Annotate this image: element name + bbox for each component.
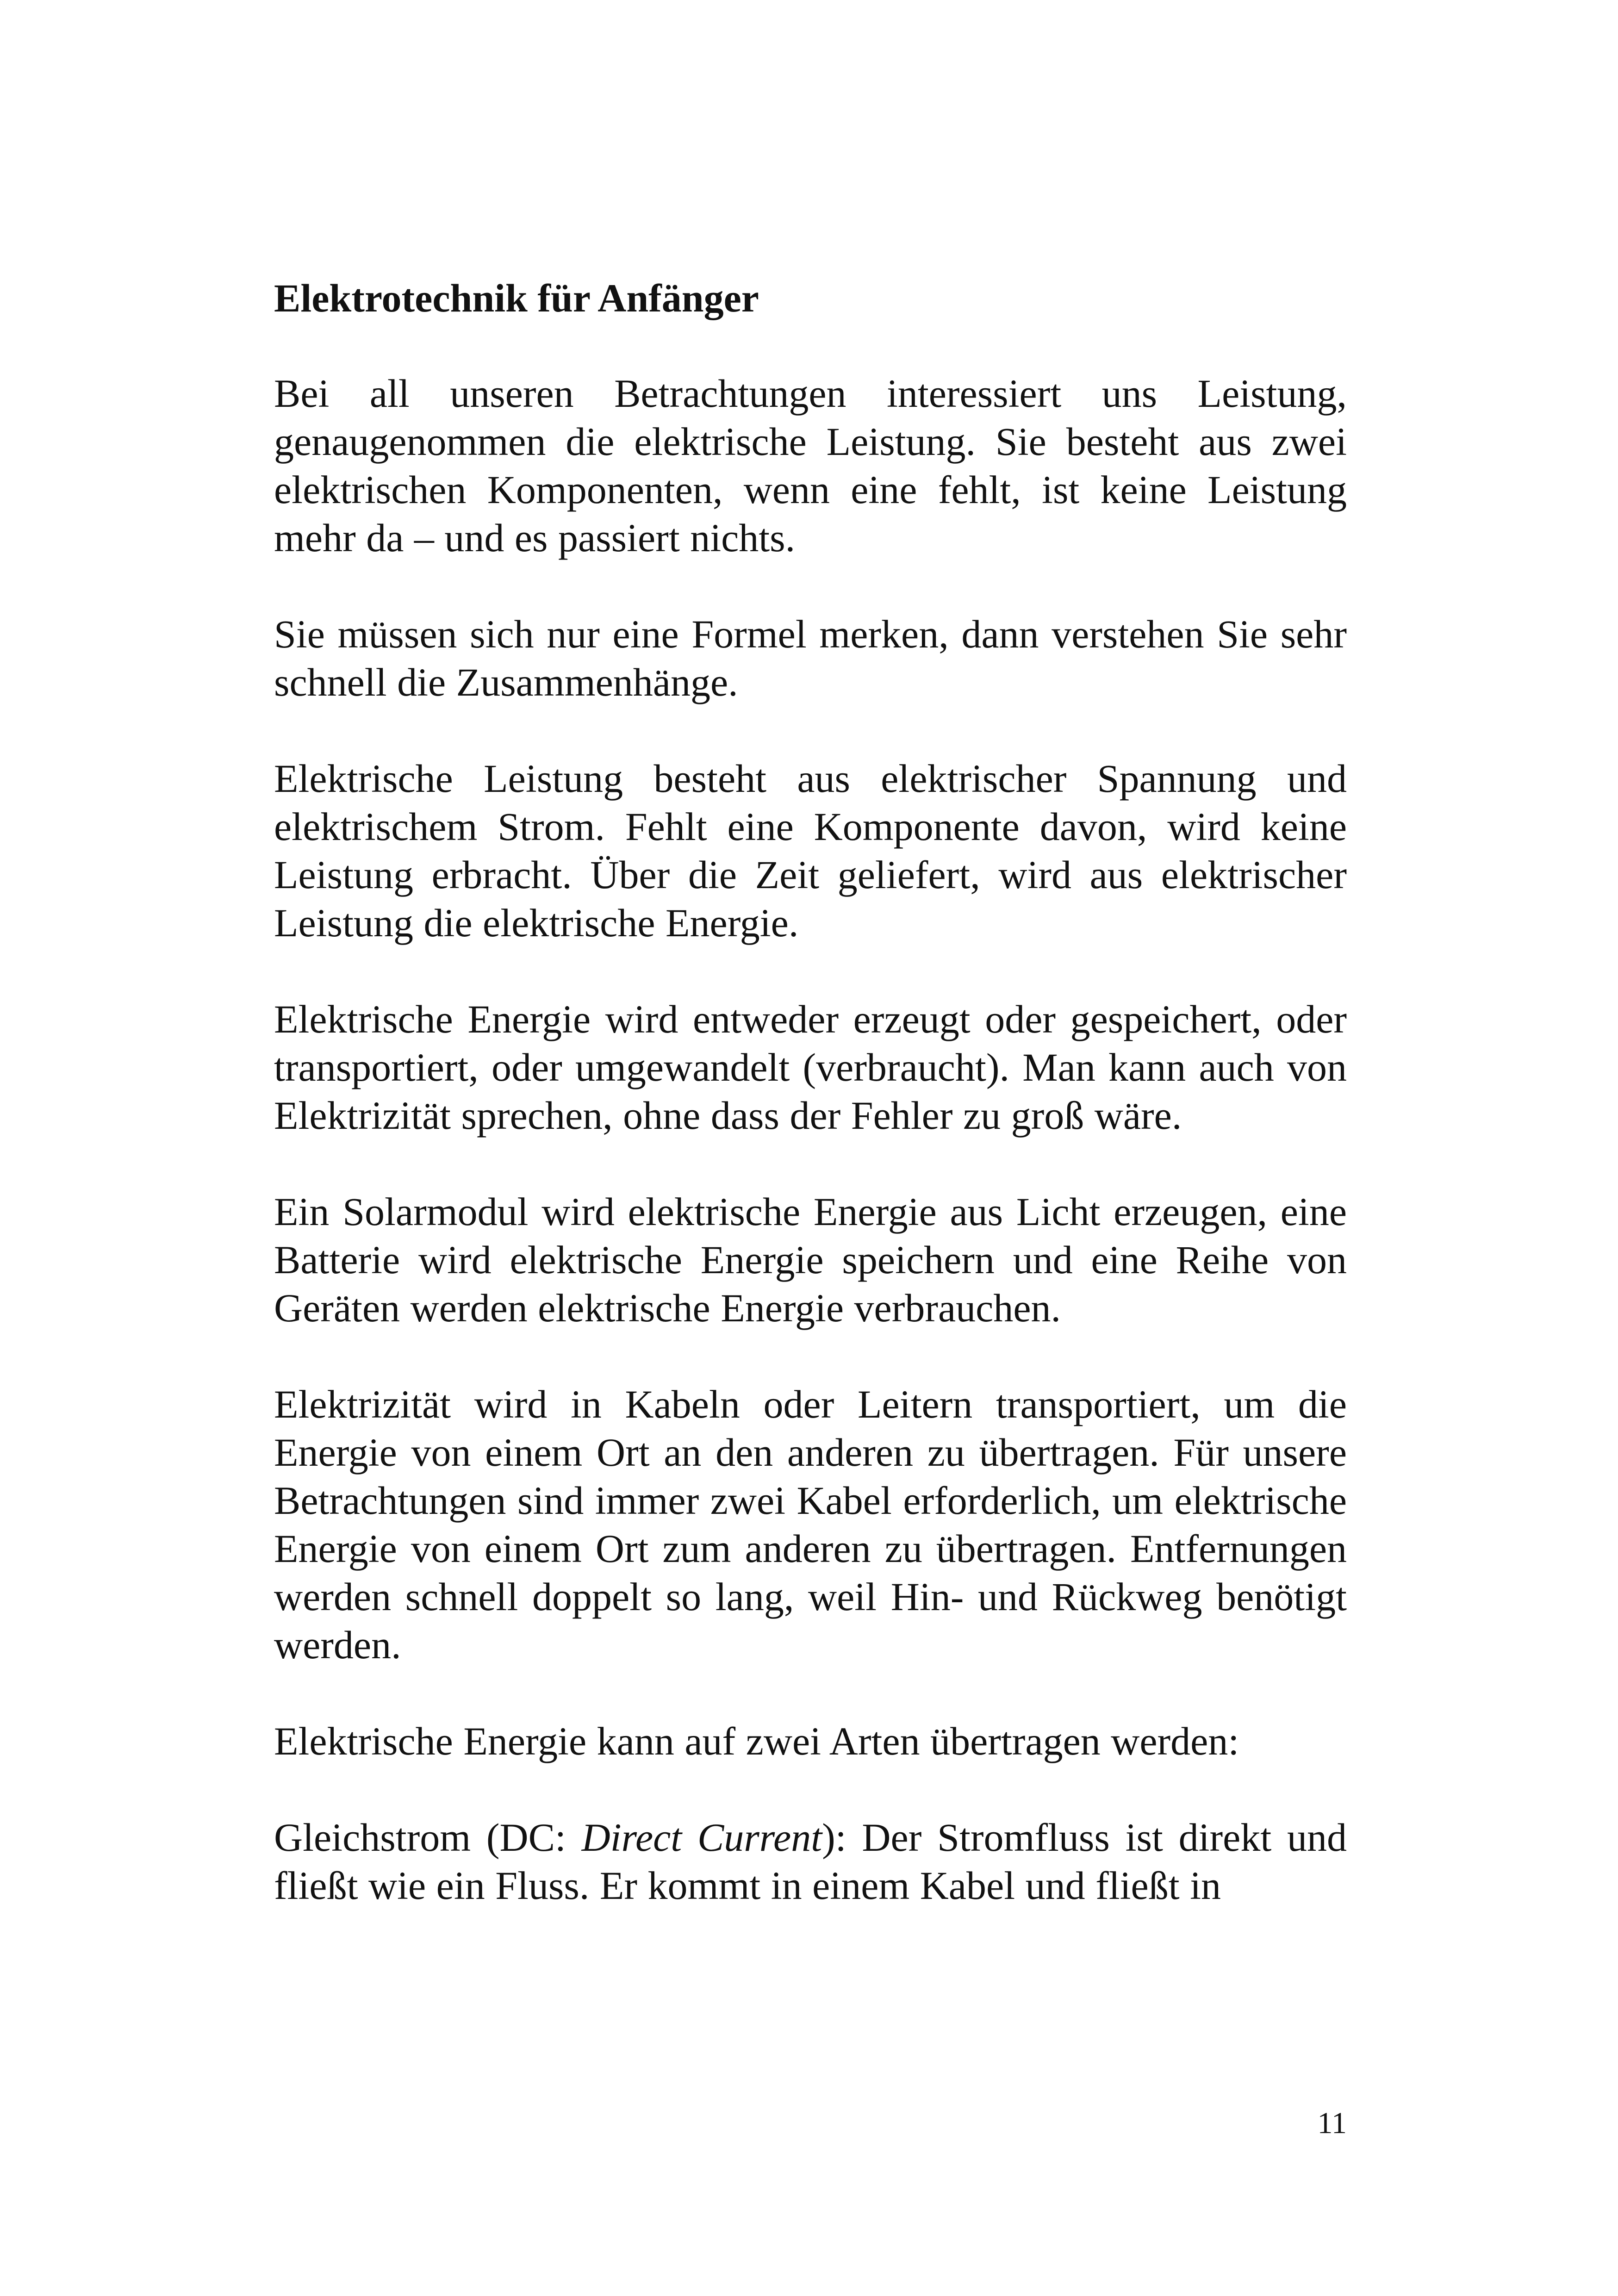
page-title: Elektrotechnik für Anfänger (274, 276, 759, 320)
dc-italic-term: Direct Current (581, 1815, 822, 1860)
dc-text-end: ): Der Stromfluss ist direkt und fließt wie ein Fluss. Er kommt in einem Kabel und fließt in (274, 1815, 1347, 1908)
spacer (274, 706, 1347, 754)
spacer (274, 1765, 1347, 1813)
spacer (274, 1669, 1347, 1717)
spacer (274, 947, 1347, 995)
spacer (274, 562, 1347, 610)
paragraph-energy-states: Elektrische Energie wird entweder erzeugt oder gespeichert, oder transportiert, oder umgewandelt (verbraucht). Man kann auch von Elektrizität sprechen, ohne dass der Fehler zu groß wäre. (274, 997, 1347, 1138)
spacer (274, 322, 1347, 369)
text-block (274, 274, 1347, 1910)
paragraph-two-types: Elektrische Energie kann auf zwei Arten übertragen werden: (274, 1719, 1239, 1763)
paragraph-power: Bei all unseren Betrachtungen interessiert uns Leistung, genaugenommen die elektrische Leistung. Sie besteht aus zwei elektrischen Komponenten, wenn eine fehlt, ist keine Leistung mehr da – und es passiert nichts. (274, 371, 1347, 560)
paragraph-formula: Sie müssen sich nur eine Formel merken, dann verstehen Sie sehr schnell die Zusammenhänge. (274, 612, 1347, 704)
spacer (274, 1139, 1347, 1188)
paragraph-cables: Elektrizität wird in Kabeln oder Leitern transportiert, um die Energie von einem Ort an den anderen zu übertragen. Für unsere Betrachtungen sind immer zwei Kabel erforderlich, um elektrische Energie von einem Ort zum anderen zu übertragen. Entfernungen werden schnell doppelt so lang, weil Hin- und Rückweg benötigt werden. (274, 1382, 1347, 1667)
paragraph-voltage-current: Elektrische Leistung besteht aus elektrischer Spannung und elektrischem Strom. Fehlt eine Komponente davon, wird keine Leistung erbracht. Über die Zeit geliefert, wird aus elektrischer Leistung die elektrische Energie. (274, 756, 1347, 945)
spacer (274, 1332, 1347, 1380)
dc-text-start: Gleichstrom (DC: (274, 1815, 582, 1860)
paragraph-solar-battery: Ein Solarmodul wird elektrische Energie aus Licht erzeugen, eine Batterie wird elektrische Energie speichern und eine Reihe von Geräten werden elektrische Energie verbrauchen. (274, 1189, 1347, 1330)
page-number: 11 (1317, 2106, 1347, 2140)
paragraph-direct-current (274, 1813, 1347, 1910)
